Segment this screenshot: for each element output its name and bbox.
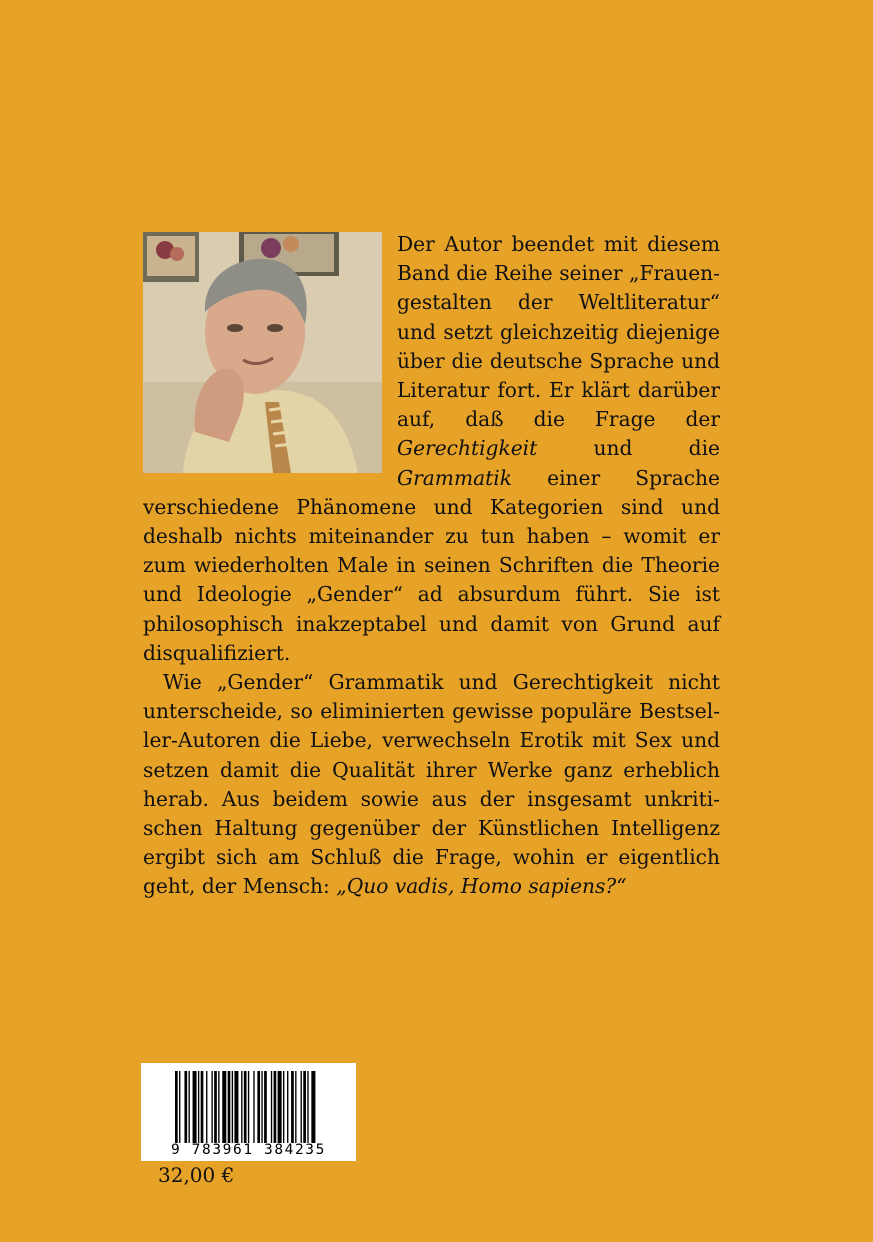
barcode-bar [283, 1071, 284, 1143]
barcode-bar [201, 1071, 204, 1143]
barcode-bar [184, 1071, 187, 1143]
barcode-bar [228, 1071, 231, 1143]
emphasis-gerechtigkeit: Gerechtigkeit [397, 436, 538, 461]
emphasis-quo-vadis: „Quo vadis, Homo sapiens?“ [336, 874, 627, 899]
emphasis-grammatik: Grammatik [397, 465, 512, 490]
barcode-bar [218, 1071, 219, 1143]
barcode-bar [274, 1071, 277, 1143]
barcode-bar [295, 1071, 296, 1143]
blurb [143, 230, 720, 902]
barcode-bar [189, 1071, 190, 1143]
barcode-bar [241, 1071, 242, 1143]
barcode-bar [175, 1071, 178, 1143]
barcode-bar [301, 1071, 302, 1143]
barcode-bar [253, 1071, 254, 1143]
barcode-bar [278, 1071, 282, 1143]
barcode-bar [264, 1071, 267, 1143]
barcode-bar [206, 1071, 207, 1143]
barcode-bar [248, 1071, 249, 1143]
isbn-digits: 9 783961 384235 [171, 1142, 326, 1158]
barcode-bar [257, 1071, 260, 1143]
barcode-bar [271, 1071, 272, 1143]
barcode-bar [303, 1071, 306, 1143]
blurb-paragraph-1: Der Autor beendet mit diesem Band die Reihe seiner „Frauengestalten der Weltliteratur“ und setzt gleichzeitig diejenige über die deutsche Sprache und Literatur fort. Er klärt darüber auf, daß die Frage der Gerechtigkeit und die Grammatik einer Sprache verschiedene Phänomene und Kategorien sind und deshalb nichts miteinander zu tun haben – womit er zum wiederholten Male in seinen Schriften die Theorie und Ideologie „Gender“ ad absurdum führt. Sie ist philosophisch inakzeptabel und damit von Grund auf disqualifiziert. [143, 232, 720, 665]
photo-float-spacer [143, 230, 397, 475]
barcode-bar [232, 1071, 233, 1143]
blurb-paragraph-2: Wie „Gender“ Grammatik und Gerechtigkeit nicht unterscheide, so eliminierten gewisse populäre Bestseller-Autoren die Liebe, verwechseln Erotik mit Sex und setzen damit die Qualität ihrer Werke ganz erheblich herab. Aus beidem sowie aus der insgesamt unkritischen Haltung gegenüber der Künstlichen Intelligenz ergibt sich am Schluß die Frage, wohin er eigentlich geht, der Mensch: „Quo vadis, Homo sapiens?“ [143, 670, 720, 899]
barcode-bar [211, 1071, 212, 1143]
barcode-bar [307, 1071, 308, 1143]
barcode-bar [179, 1071, 180, 1143]
barcode-bar [234, 1071, 238, 1143]
barcode-bar [261, 1071, 262, 1143]
barcode-bar [193, 1071, 197, 1143]
barcode-bar [214, 1071, 217, 1143]
barcode-bar [311, 1071, 315, 1143]
barcode-bar [198, 1071, 199, 1143]
barcode-bar [291, 1071, 294, 1143]
barcode-bar [287, 1071, 288, 1143]
price: 32,00 € [158, 1163, 235, 1187]
barcode-bar [244, 1071, 247, 1143]
barcode-bar [222, 1071, 226, 1143]
isbn-barcode [141, 1063, 356, 1161]
